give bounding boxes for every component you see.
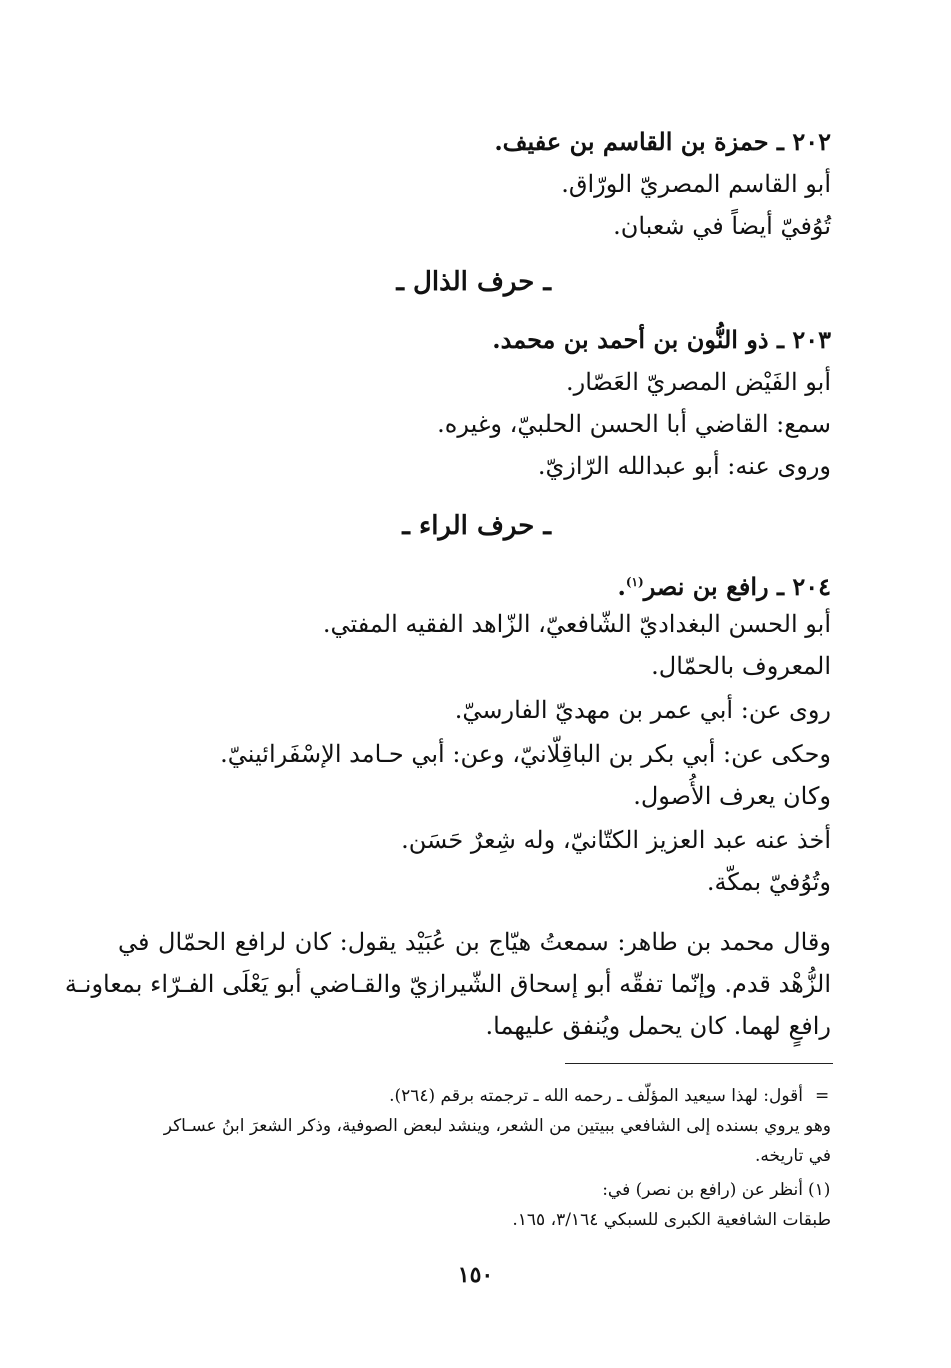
entry-204-line: وكان يعرف الأُصول. xyxy=(633,782,831,810)
entry-203-title: ٢٠٣ ـ ذو النُّون بن أحمد بن محمد. xyxy=(492,325,831,354)
paragraph-line: وقال محمد بن طاهر: سمعتُ هيّاج بن عُبَيْد يقول: كان لرافع الحمّال في xyxy=(118,928,831,956)
entry-204-line: أخذ عنه عبد العزيز الكتّانيّ، وله شِعرٌ حَسَن. xyxy=(401,826,831,854)
footnote-line: أنظر عن (رافع بن نصر) في: xyxy=(602,1180,803,1200)
entry-204-line: المعروف بالحمّال. xyxy=(651,652,831,680)
entry-204-line: وحكى عن: أبي بكر بن الباقِلّانيّ، وعن: أبي حـامد الإسْفَرائينيّ. xyxy=(220,740,831,768)
section-heading-ra: ـ حرف الراء ـ xyxy=(402,511,551,541)
footnote-number: (١) xyxy=(808,1180,831,1200)
paragraph-line: رافعٍ لهما. كان يحمل ويُنفق عليهما. xyxy=(485,1012,831,1040)
entry-202-title: ٢٠٢ ـ حمزة بن القاسم بن عفيف. xyxy=(494,127,831,156)
paragraph-line: الزُّهْد قدم. وإنّما تفقّه أبو إسحاق الشّيرازيّ والقـاضي أبو يَعْلَى الفـرّاء بمعاونـة xyxy=(64,970,831,998)
entry-204-line: أبو الحسن البغداديّ الشّافعيّ، الزّاهد الفقيه المفتي. xyxy=(322,610,831,638)
entry-204-line: وتُوُفيّ بمكّة. xyxy=(706,868,831,896)
section-heading-dhal: ـ حرف الذال ـ xyxy=(396,267,551,297)
entry-204-title-end: . xyxy=(617,572,626,601)
footnote-line: وهو يروي بسنده إلى الشافعي ببيتين من الشعر، وينشد لبعض الصوفية، وذكر الشعرَ ابنُ عسـاكر xyxy=(163,1116,831,1136)
entry-203-line: وروى عنه: أبو عبدالله الرّازيّ. xyxy=(537,452,831,480)
entry-203-line: سمع: القاضي أبا الحسن الحلبيّ، وغيره. xyxy=(437,410,831,438)
footnote-line: أقول: لهذا سيعيد المؤلّف ـ رحمه الله ـ ترجمته برقم (٢٦٤). xyxy=(389,1086,803,1106)
entry-203-line: أبو الفَيْض المصريّ العَصّار. xyxy=(566,368,831,396)
footnote-separator xyxy=(565,1063,833,1064)
page-number: ١٥٠ xyxy=(457,1262,494,1288)
entry-202-line: أبو القاسم المصريّ الورّاق. xyxy=(561,170,831,198)
footnote-continuation-marker: = xyxy=(815,1086,830,1106)
entry-204-line: روى عن: أبي عمر بن مهديّ الفارسيّ. xyxy=(454,696,831,724)
entry-204-title xyxy=(618,564,832,605)
footnote-line: في تاريخه. xyxy=(754,1146,831,1166)
footnote-line: طبقات الشافعية الكبرى للسبكي ٣/١٦٤، ١٦٥. xyxy=(512,1210,831,1230)
entry-202-line: تُوُفيّ أيضاً في شعبان. xyxy=(613,212,831,240)
entry-204-title-text: ٢٠٤ ـ رافع بن نصر xyxy=(643,572,831,601)
footnote-ref: (١) xyxy=(625,575,644,589)
